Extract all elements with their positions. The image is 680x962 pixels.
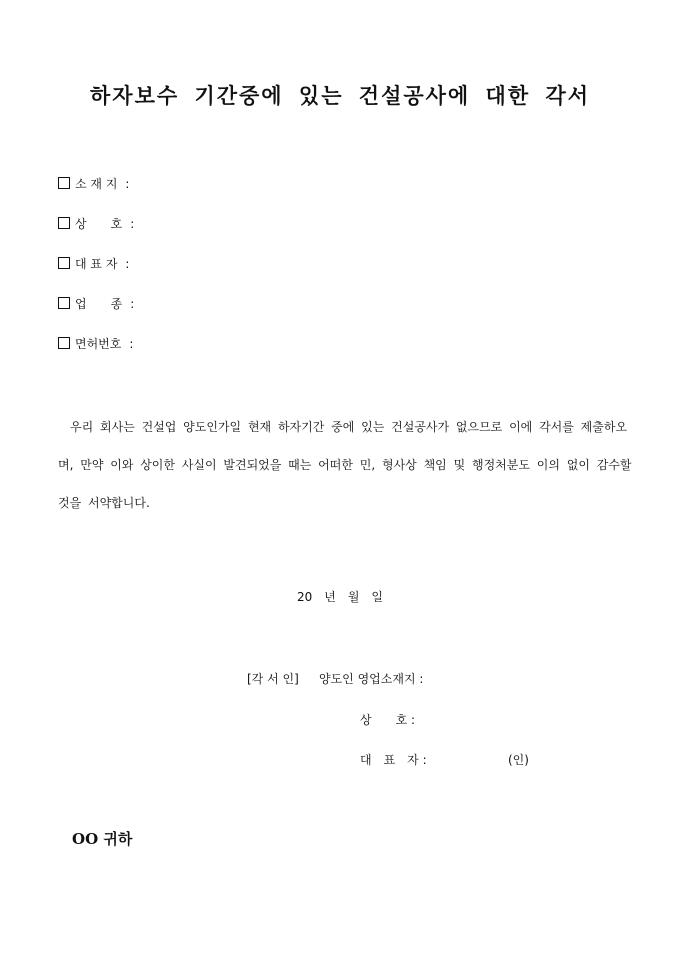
company-label: 상 호 : bbox=[360, 713, 416, 727]
checkbox-square-icon bbox=[58, 177, 70, 189]
checkbox-square-icon bbox=[58, 217, 70, 229]
document-title: 하자보수 기간중에 있는 건설공사에 대한 각서 bbox=[90, 83, 590, 108]
field-label: 업 종 bbox=[75, 297, 123, 311]
field-address bbox=[58, 176, 129, 192]
address-label: 양도인 영업소재지 : bbox=[319, 672, 424, 686]
field-license-number bbox=[58, 336, 133, 352]
seal-mark: (인) bbox=[508, 753, 529, 767]
field-colon: : bbox=[125, 257, 130, 271]
field-company bbox=[58, 216, 134, 232]
field-label: 상 호 bbox=[75, 217, 123, 231]
field-representative bbox=[58, 256, 129, 272]
pledge-text: 우리 회사는 건설업 양도인가일 현재 하자기간 중에 있는 건설공사가 없으므로 이에 각서를 제출하오며, 만약 이와 상이한 사실이 발견되었을 때는 어떠한 민, 형사상 책임 및 행정처분도 이의 없이 감수할 것을 서약합니다. bbox=[58, 420, 632, 510]
field-colon: : bbox=[129, 337, 134, 351]
field-colon: : bbox=[125, 177, 130, 191]
field-business-type bbox=[58, 296, 134, 312]
date-line: 20 년 월 일 bbox=[296, 590, 384, 604]
checkbox-square-icon bbox=[58, 257, 70, 269]
field-colon: : bbox=[130, 297, 135, 311]
representative-label: 대 표 자 : bbox=[360, 753, 427, 767]
recipient: OO 귀하 bbox=[72, 830, 133, 848]
field-colon: : bbox=[130, 217, 135, 231]
signatory-prefix: [각 서 인] bbox=[247, 672, 299, 686]
field-label: 대 표 자 bbox=[75, 257, 118, 271]
field-label: 소 재 지 bbox=[75, 177, 118, 191]
checkbox-square-icon bbox=[58, 337, 70, 349]
pledge-paragraph bbox=[58, 408, 632, 522]
checkbox-square-icon bbox=[58, 297, 70, 309]
field-label: 면허번호 bbox=[75, 337, 122, 351]
